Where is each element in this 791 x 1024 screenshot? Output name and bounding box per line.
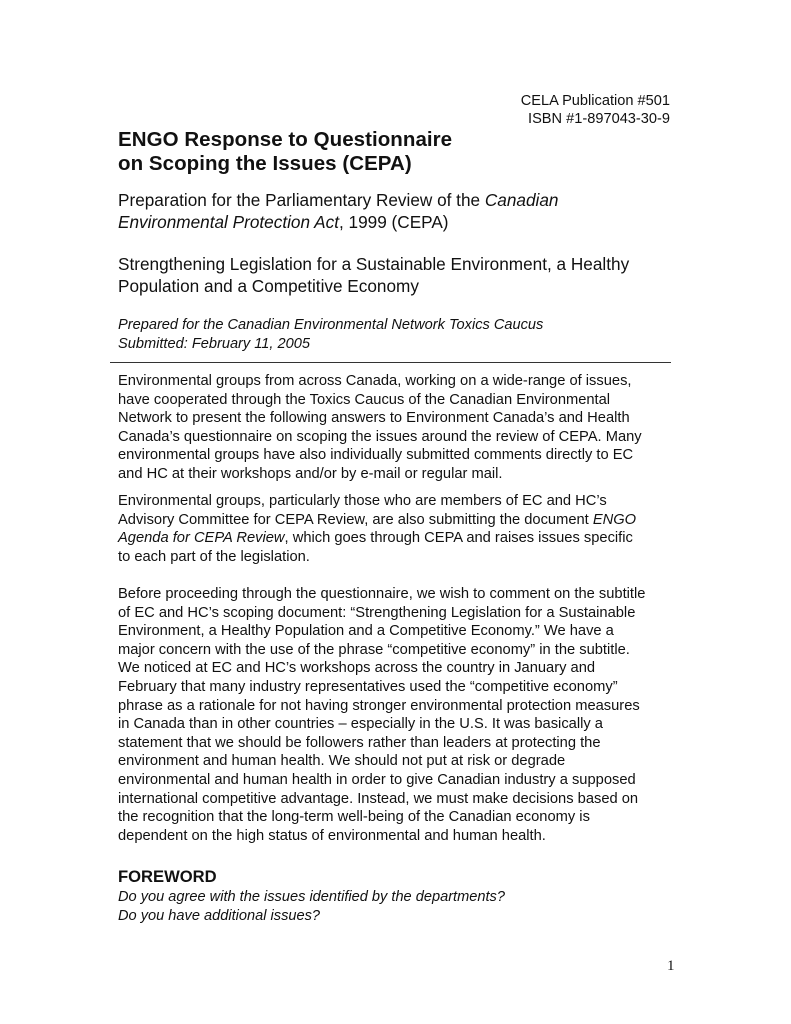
publication-info — [521, 93, 670, 128]
document-title-italic: Agenda for CEPA Review — [118, 530, 285, 547]
document-title — [118, 128, 452, 175]
paragraph-line: major concern with the use of the phrase “competitive economy” in the subtitle. — [118, 641, 630, 658]
paragraph-line: of EC and HC’s scoping document: “Strengthening Legislation for a Sustainable — [118, 604, 636, 621]
paragraph-line: and HC at their workshops and/or by e-mail or regular mail. — [118, 465, 503, 482]
act-name-italic: Environmental Protection Act — [118, 211, 339, 232]
paragraph-line: in Canada than in other countries – especially in the U.S. It was basically a — [118, 716, 603, 733]
subtitle-strengthening-line-2: Population and a Competitive Economy — [118, 275, 419, 296]
prepared-for: Prepared for the Canadian Environmental Network Toxics Caucus — [118, 317, 544, 333]
subtitle-strengthening — [118, 254, 678, 297]
paragraph-line: February that many industry representatives used the “competitive economy” — [118, 678, 618, 695]
paragraph-line: environmental groups have also individually submitted comments directly to EC — [118, 447, 634, 464]
submitted-date: Submitted: February 11, 2005 — [118, 335, 310, 352]
paragraph-line — [118, 511, 678, 530]
paragraph-line: dependent on the high status of environmental and human health. — [118, 827, 546, 844]
paragraph-line: Network to present the following answers to Environment Canada’s and Health — [118, 410, 630, 427]
paragraph-line: We noticed at EC and HC’s workshops across the country in January and — [118, 660, 596, 677]
paragraph-line: Canada’s questionnaire on scoping the issues around the review of CEPA. Many — [118, 428, 642, 445]
subtitle-preparation-line-1 — [118, 190, 678, 212]
paragraph-intro — [118, 372, 678, 484]
paragraph-line: international competitive advantage. Instead, we must make decisions based on — [118, 790, 639, 807]
paragraph-text: Advisory Committee for CEPA Review, are also submitting the document — [118, 511, 593, 528]
subtitle-preparation — [118, 190, 678, 233]
subtitle-strengthening-line-1: Strengthening Legislation for a Sustainable Environment, a Healthy — [118, 254, 630, 274]
foreword-questions — [118, 888, 505, 925]
document-title-italic: ENGO — [592, 511, 637, 528]
paragraph-line: Before proceeding through the questionnaire, we wish to comment on the subtitle — [118, 586, 646, 602]
question-2: Do you have additional issues? — [118, 907, 321, 924]
horizontal-divider — [110, 362, 671, 363]
subtitle-preparation-line-2 — [118, 212, 678, 234]
isbn: ISBN #1-897043-30-9 — [528, 110, 670, 127]
section-heading-foreword: FOREWORD — [118, 867, 217, 886]
paragraph-line: the recognition that the long-term well-being of the Canadian economy is — [118, 809, 590, 826]
paragraph-advisory — [118, 492, 678, 566]
paragraph-line: environment and human health. We should not put at risk or degrade — [118, 753, 566, 770]
paragraph-line: Environmental groups, particularly those who are members of EC and HC’s — [118, 493, 607, 509]
paragraph-line: phrase as a rationale for not having stronger environmental protection measures — [118, 697, 640, 714]
paragraph-line: to each part of the legislation. — [118, 548, 310, 565]
paragraph-text: , which goes through CEPA and raises issues specific — [284, 530, 633, 547]
publication-number: CELA Publication #501 — [520, 93, 670, 109]
paragraph-subtitle-comment — [118, 585, 678, 845]
paragraph-line: environmental and human health in order to give Canadian industry a supposed — [118, 771, 636, 788]
page-number: 1 — [667, 958, 675, 974]
question-1: Do you agree with the issues identified by the departments? — [118, 889, 505, 905]
paragraph-line: Environment, a Healthy Population and a Competitive Economy.” We have a — [118, 623, 614, 640]
title-line-1: ENGO Response to Questionnaire — [118, 128, 453, 151]
act-name-italic: Canadian — [484, 190, 559, 210]
subtitle-text: , 1999 (CEPA) — [339, 211, 449, 232]
paragraph-line: Environmental groups from across Canada, working on a wide-range of issues, — [118, 373, 632, 389]
title-line-2: on Scoping the Issues (CEPA) — [118, 151, 412, 175]
prepared-for-block — [118, 316, 543, 353]
paragraph-line: have cooperated through the Toxics Caucus of the Canadian Environmental — [118, 391, 611, 408]
paragraph-line: statement that we should be followers rather than leaders at protecting the — [118, 734, 601, 751]
subtitle-text: Preparation for the Parliamentary Review of the — [118, 190, 485, 210]
paragraph-line — [118, 529, 678, 548]
